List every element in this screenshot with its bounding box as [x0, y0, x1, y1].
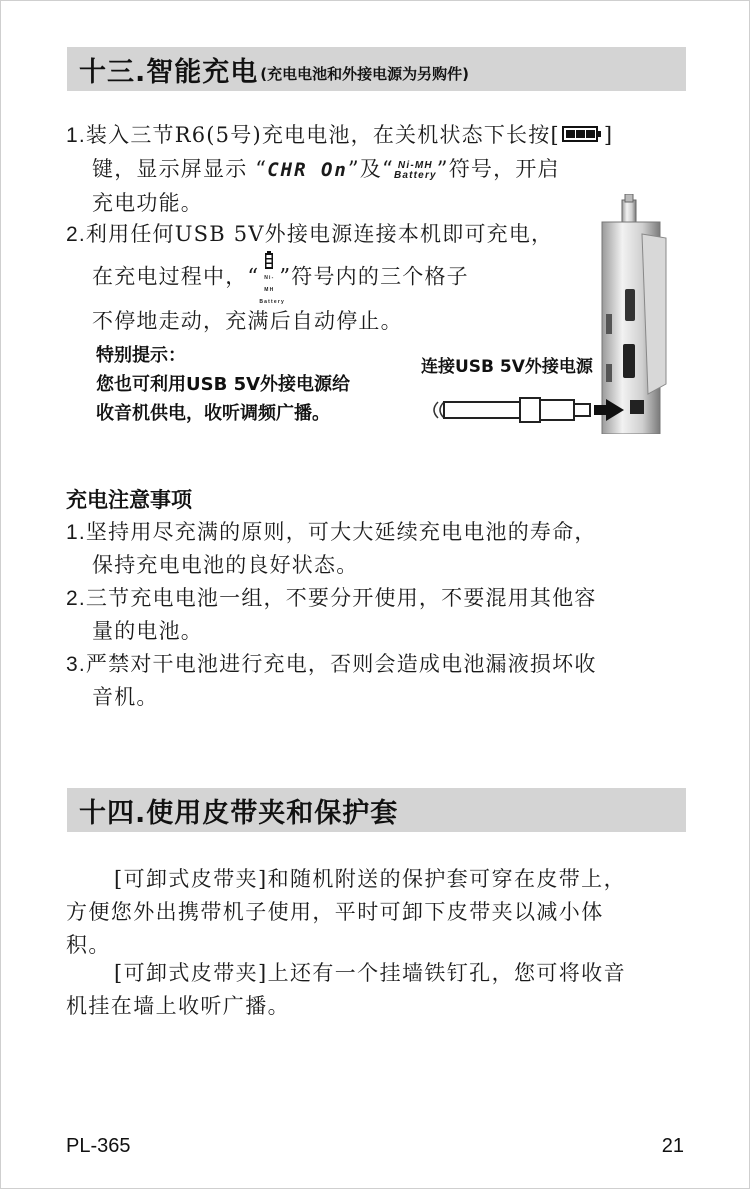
section-13-heading [67, 47, 686, 91]
special-tip [96, 341, 350, 428]
belt-clip-paragraph-2: [可卸式皮带夹]上还有一个挂墙铁钉孔，您可将收音 机挂在墙上收听广播。 [66, 961, 626, 1018]
step-text: 在充电过程中，“ [92, 264, 260, 289]
belt-clip-paragraph-1: [可卸式皮带夹]和随机附送的保护套可穿在皮带上， 方便您外出携带机子使用，平时可卸下皮带夹以减小体 积。 [66, 867, 626, 957]
nimh-battery-symbol: Ni-MH Battery [393, 159, 437, 181]
radio-usb-illustration [420, 194, 670, 434]
battery-icon [562, 120, 602, 153]
tip-line: 收音机供电，收听调频广播。 [96, 403, 330, 424]
mini-battery-icon: Ni-MH Battery [259, 251, 279, 305]
step-text: ”符号，开启 [436, 157, 560, 181]
note-text: 三节充电电池一组，不要分开使用，不要混用其他容 [85, 586, 597, 610]
section-13-title: 十三.智能充电 [79, 56, 259, 88]
step-number: 2. [66, 223, 86, 246]
charging-notes-heading: 充电注意事项 [66, 488, 192, 512]
charge-step-1-line3: 充电功能。 [92, 191, 203, 215]
page-number: 21 [661, 1135, 684, 1157]
note-number: 3. [66, 653, 86, 676]
step-number: 1. [66, 124, 86, 147]
tip-line: 您也可利用USB 5V外接电源给 [96, 374, 351, 395]
note-number: 2. [66, 587, 86, 610]
step-text: 装入三节R6(5号)充电电池，在关机状态下长按[ [85, 123, 560, 147]
step-text: ”符号内的三个格子 [279, 264, 469, 289]
radio-icon [602, 194, 666, 434]
charge-step-2-line3: 不停地走动，充满后自动停止。 [92, 309, 403, 333]
charge-step-1-line1 [66, 119, 613, 153]
note-item [66, 516, 597, 582]
note-item [66, 648, 597, 714]
step-text: 键，显示屏显示 “ [92, 157, 268, 181]
note-text: 音机。 [92, 685, 159, 709]
note-text: 严禁对干电池进行充电，否则会造成电池漏液损坏收 [85, 652, 597, 676]
model-number: PL-365 [66, 1135, 131, 1157]
note-number: 1. [66, 521, 86, 544]
lcd-charge-text: CHR On [267, 159, 348, 181]
section-13-subtitle: (充电电池和外接电源为另购件) [260, 64, 469, 83]
step-text: ”及“ [347, 157, 394, 181]
usb-connection-caption: 连接USB 5V外接电源 [421, 357, 593, 377]
charge-step-1-line2 [66, 153, 613, 187]
note-text: 坚持用尽充满的原则，可大大延续充电电池的寿命， [85, 520, 597, 544]
step-text: 利用任何USB 5V外接电源连接本机即可充电， [85, 222, 554, 246]
note-text: 保持充电电池的良好状态。 [92, 553, 359, 577]
charging-notes-list [66, 516, 597, 714]
section-14-heading [67, 788, 686, 832]
note-text: 量的电池。 [92, 619, 203, 643]
bracket-close: ] [603, 123, 614, 147]
note-item [66, 582, 597, 648]
section-14-title: 十四.使用皮带夹和保护套 [79, 797, 399, 829]
tip-heading: 特别提示： [96, 345, 186, 366]
usb-cable-icon [434, 398, 590, 422]
